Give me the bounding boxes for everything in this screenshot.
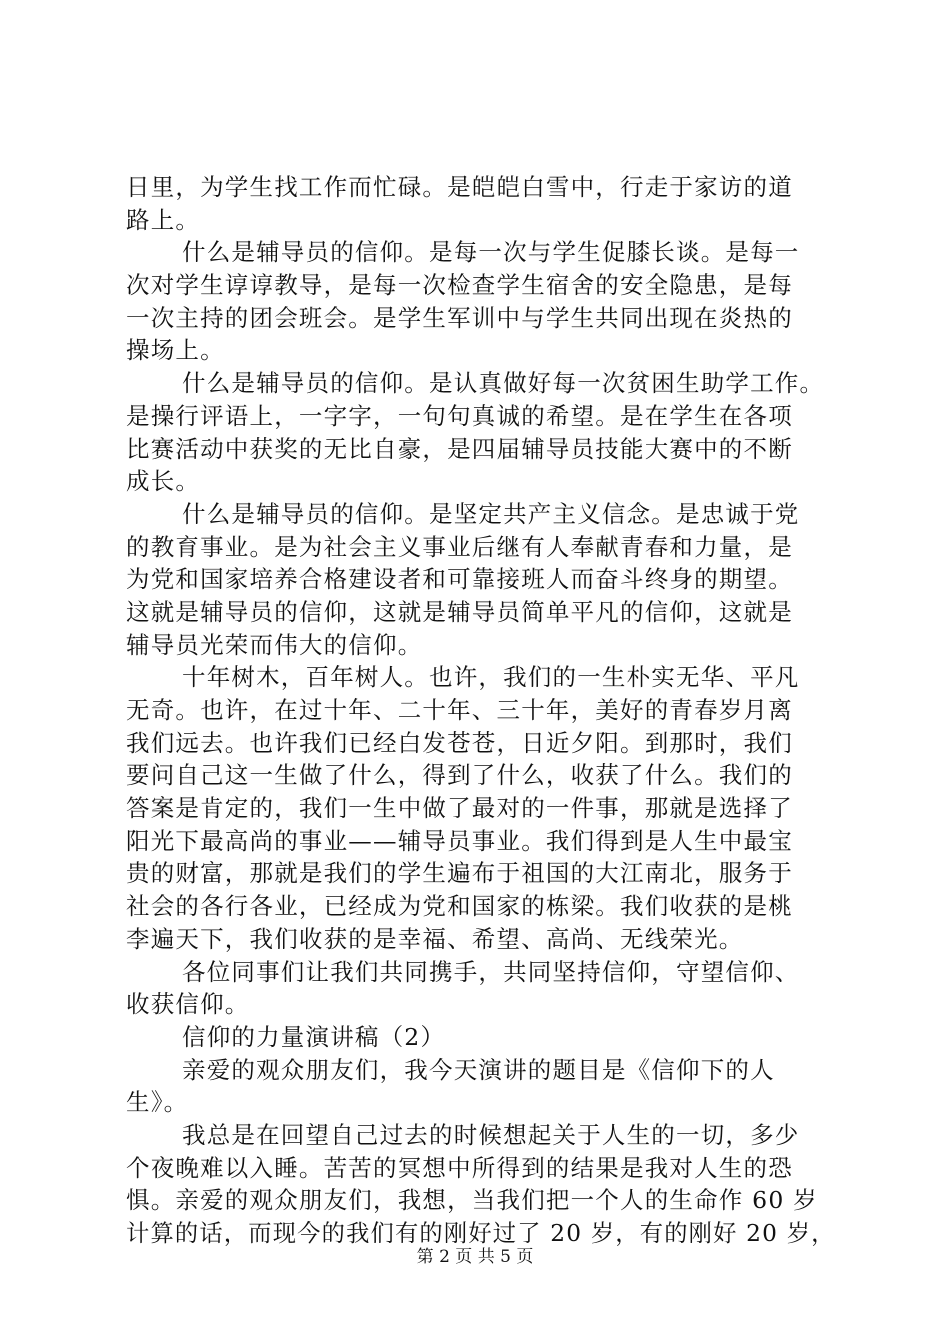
text-line: 答案是肯定的，我们一生中做了最对的一件事，那就是选择了 xyxy=(126,794,793,823)
text-line: 生》。 xyxy=(126,1088,189,1117)
text-line: 个夜晚难以入睡。苦苦的冥想中所得到的结果是我对人生的恐 xyxy=(126,1153,793,1182)
text-line: 无奇。也许，在过十年、二十年、三十年，美好的青春岁月离 xyxy=(126,696,793,724)
text-line: 比赛活动中获奖的无比自豪，是四届辅导员技能大赛中的不断 xyxy=(126,434,793,463)
text-line: 十年树木，百年树人。也许，我们的一生朴实无华、平凡 xyxy=(182,663,800,692)
text-line: 这就是辅导员的信仰，这就是辅导员简单平凡的信仰，这就是 xyxy=(126,597,793,626)
text-line: 计算的话，而现今的我们有的刚好过了 20 岁，有的刚好 20 岁， xyxy=(126,1219,836,1247)
text-line: 我总是在回望自己过去的时候想起关于人生的一切，多少 xyxy=(182,1120,800,1149)
text-line: 各位同事们让我们共同携手，共同坚持信仰，守望信仰、 xyxy=(182,957,800,986)
body-text xyxy=(126,171,836,1250)
text-line: 收获信仰。 xyxy=(126,990,250,1019)
text-line: 什么是辅导员的信仰。是坚定共产主义信念。是忠诚于党 xyxy=(182,499,800,528)
text-line: 信仰的力量演讲稿（2） xyxy=(182,1022,446,1051)
text-line: 惧。亲爱的观众朋友们，我想，当我们把一个人的生命作 60 岁 xyxy=(126,1186,818,1215)
text-line: 什么是辅导员的信仰。是每一次与学生促膝长谈。是每一 xyxy=(182,238,800,267)
text-line: 什么是辅导员的信仰。是认真做好每一次贫困生助学工作。 xyxy=(182,369,825,398)
text-line: 辅导员光荣而伟大的信仰。 xyxy=(126,630,423,659)
text-line: 要问自己这一生做了什么，得到了什么，收获了什么。我们的 xyxy=(126,761,793,790)
text-line: 成长。 xyxy=(126,467,201,496)
text-line: 日里，为学生找工作而忙碌。是皑皑白雪中，行走于家访的道 xyxy=(126,173,793,201)
text-line: 是操行评语上，一字字，一句句真诚的希望。是在学生在各项 xyxy=(126,401,793,430)
text-line: 我们远去。也许我们已经白发苍苍，日近夕阳。到那时，我们 xyxy=(126,728,793,757)
text-line: 贵的财富，那就是我们的学生遍布于祖国的大江南北，服务于 xyxy=(126,859,793,888)
text-line: 为党和国家培养合格建设者和可靠接班人而奋斗终身的期望。 xyxy=(126,565,793,594)
text-line: 的教育事业。是为社会主义事业后继有人奉献青春和力量，是 xyxy=(126,532,793,561)
text-line: 操场上。 xyxy=(126,336,225,365)
page-footer: 第 2 页 共 5 页 xyxy=(416,1247,534,1267)
text-line: 一次主持的团会班会。是学生军训中与学生共同出现在炎热的 xyxy=(126,303,793,332)
text-line: 李遍天下，我们收获的是幸福、希望、高尚、无线荣光。 xyxy=(126,924,744,953)
text-line: 次对学生谆谆教导，是每一次检查学生宿舍的安全隐患，是每 xyxy=(126,271,793,300)
text-line: 阳光下最高尚的事业——辅导员事业。我们得到是人生中最宝 xyxy=(126,826,793,855)
text-line: 亲爱的观众朋友们，我今天演讲的题目是《信仰下的人 xyxy=(182,1055,775,1084)
text-line: 社会的各行各业，已经成为党和国家的栋梁。我们收获的是桃 xyxy=(126,892,793,921)
text-line: 路上。 xyxy=(126,205,201,234)
